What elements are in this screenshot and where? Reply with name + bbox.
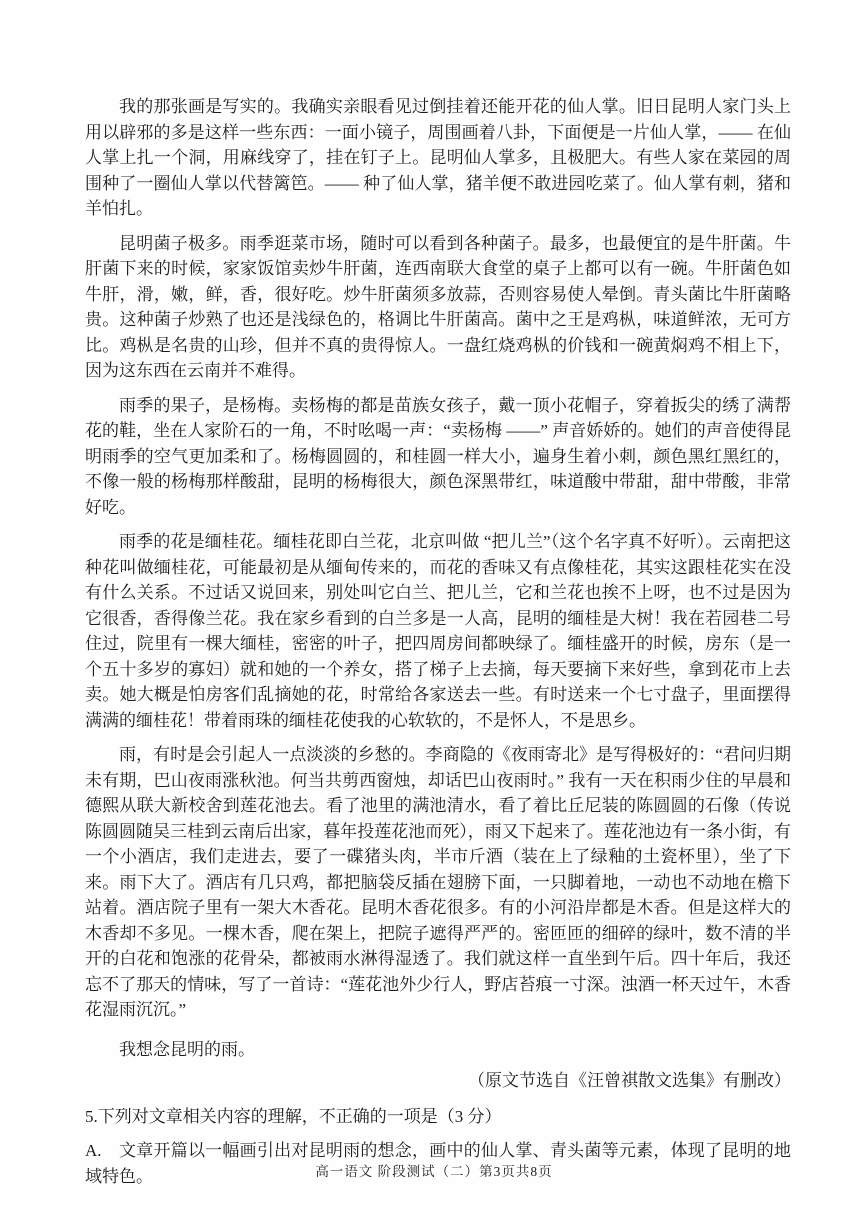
essay-paragraph: 我的那张画是写实的。我确实亲眼看见过倒挂着还能开花的仙人掌。旧日昆明人家门头上用以辟邪的多是这样一些东西：一面小镜子，周围画着八卦，下面便是一片仙人掌，—— 在仙人掌上扎一个洞，用麻线穿了，挂在钉子上。昆明仙人掌多，且极肥大。有些人家在菜园的周围种了一圈仙人掌以代替篱笆。—— 种了仙人掌，猪羊便不敢进园吃菜了。仙人掌有刺，猪和羊怕扎。 [85, 97, 791, 218]
essay-body [85, 94, 791, 1189]
question-stem: 5.下列对文章相关内容的理解，不正确的一项是（3 分） [85, 1106, 502, 1126]
page-footer: 高一语文 阶段测试（二）第3页共8页 [315, 1164, 553, 1179]
essay-paragraph: 雨，有时是会引起人一点淡淡的乡愁的。李商隐的《夜雨寄北》是写得极好的：“君问归期未有期，巴山夜雨涨秋池。何当共剪西窗烛，却话巴山夜雨时。” 我有一天在积雨少住的早晨和德熙从联大新校舍到莲花池去。看了池里的满池清水，看了着比丘尼装的陈圆圆的石像（传说陈圆圆随吴三桂到云南后出家，暮年投莲花池而死），雨又下起来了。莲花池边有一条小街，有一个小酒店，我们走进去，要了一碟猪头肉，半市斤酒（装在上了绿釉的土瓷杯里），坐了下来。雨下大了。酒店有几只鸡，都把脑袋反插在翅膀下面，一只脚着地，一动也不动地在檐下站着。酒店院子里有一架大木香花。昆明木香花很多。有的小河沿岸都是木香。但是这样大的木香却不多见。一棵木香，爬在架上，把院子遮得严严的。密匝匝的细碎的绿叶，数不清的半开的白花和饱涨的花骨朵，都被雨水淋得湿透了。我们就这样一直坐到午后。四十年后，我还忘不了那天的情味，写了一首诗：“莲花池外少行人，野店苔痕一寸深。浊酒一杯天过午，木香花湿雨沉沉。” [85, 745, 791, 1019]
essay-paragraph: 昆明菌子极多。雨季逛菜市场，随时可以看到各种菌子。最多，也最便宜的是牛肝菌。牛肝菌下来的时候，家家饭馆卖炒牛肝菌，连西南联大食堂的桌子上都可以有一碗。牛肝菌色如牛肝，滑，嫩，鲜，香，很好吃。炒牛肝菌须多放蒜，否则容易使人晕倒。青头菌比牛肝菌略贵。这种菌子炒熟了也还是浅绿色的，格调比牛肝菌高。菌中之王是鸡枞，味道鲜浓，无可方比。鸡枞是名贵的山珍，但并不真的贵得惊人。一盘红烧鸡枞的价钱和一碗黄焖鸡不相上下，因为这东西在云南并不难得。 [85, 233, 791, 380]
question-option-a: A. 文章开篇以一幅画引出对昆明雨的想念，画中的仙人掌、青头菌等元素，体现了昆明的地域特色。 [85, 1141, 791, 1186]
source-attribution: （原文节选自《汪曾祺散文选集》有删改） [468, 1071, 791, 1090]
essay-paragraph: 雨季的花是缅桂花。缅桂花即白兰花，北京叫做 “把儿兰”（这个名字真不好听）。云南把这种花叫做缅桂花，可能最初是从缅甸传来的，而花的香味又有点像桂花，其实这跟桂花实在没有什么关系。不过话又说回来，别处叫它白兰、把儿兰，它和兰花也挨不上呀，也不过是因为它很香，香得像兰花。我在家乡看到的白兰多是一人高，昆明的缅桂是大树！我在若园巷二号住过，院里有一棵大缅桂，密密的叶子，把四周房间都映绿了。缅桂盛开的时候，房东（是一个五十多岁的寡妇）就和她的一个养女，搭了梯子上去摘，每天要摘下来好些，拿到花市上去卖。她大概是怕房客们乱摘她的花，时常给各家送去一些。有时送来一个七寸盘子，里面摆得满满的缅桂花！带着雨珠的缅桂花使我的心软软的，不是怀人，不是思乡。 [85, 532, 791, 730]
essay-closing-line: 我想念昆明的雨。 [119, 1039, 255, 1059]
essay-paragraph: 雨季的果子，是杨梅。卖杨梅的都是苗族女孩子，戴一顶小花帽子，穿着扳尖的绣了满帮花的鞋，坐在人家阶石的一角，不时吆喝一声：“卖杨梅 ——” 声音娇娇的。她们的声音使得昆明雨季的空气更加柔和了。杨梅圆圆的，和桂圆一样大小，遍身生着小刺，颜色黑红黑红的，不像一般的杨梅那样酸甜，昆明的杨梅很大，颜色深黑带红，味道酸中带甜，甜中带酸，非常好吃。 [85, 395, 791, 517]
